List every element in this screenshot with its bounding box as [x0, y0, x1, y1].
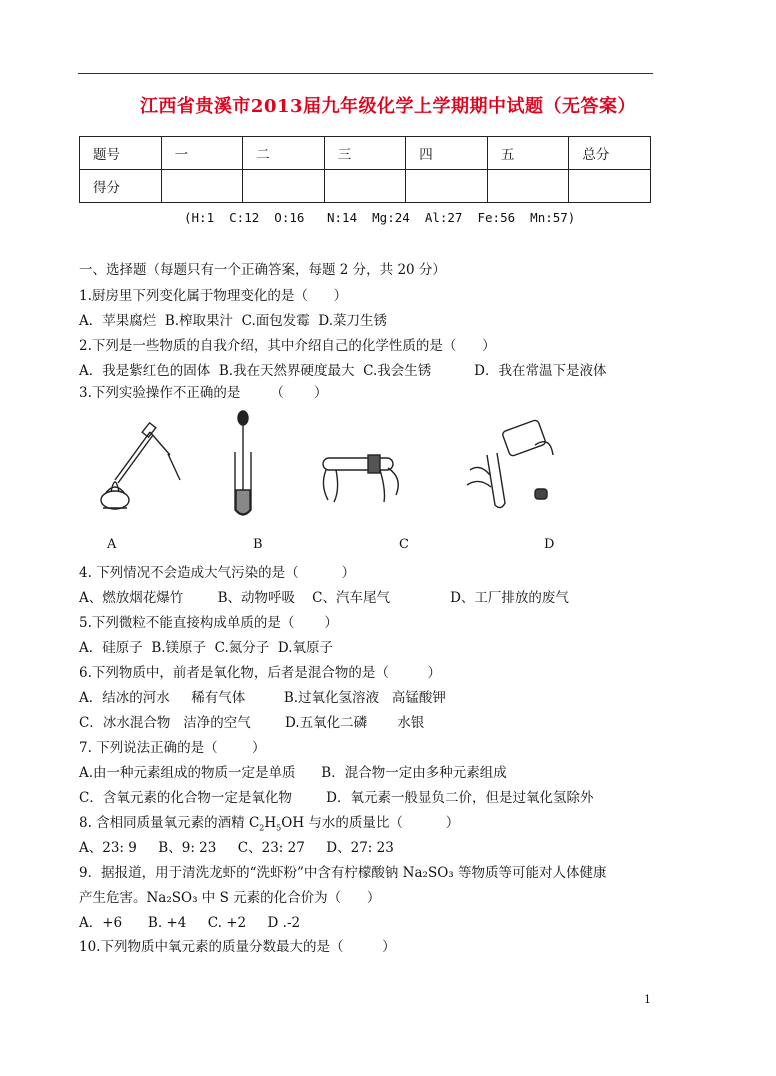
score-header-cell: 二 [243, 137, 325, 170]
header-rule [78, 73, 653, 74]
score-header-cell: 一 [161, 137, 243, 170]
score-cell[interactable] [487, 170, 569, 203]
q8-text-a: 8. 含相同质量氧元素的酒精 C [79, 815, 260, 831]
score-cell[interactable] [406, 170, 488, 203]
question-4: 4. 下列情况不会造成大气污染的是（ ） [79, 565, 356, 581]
question-2: 2.下列是一些物质的自我介绍，其中介绍自己的化学性质的是（ ） [79, 338, 496, 354]
question-9-line-1: 9．据报道，用于清洗龙虾的“洗虾粉”中含有柠檬酸钠 Na₂SO₃ 等物质等可能对人体健康 [79, 865, 607, 881]
score-header-cell: 题号 [80, 137, 162, 170]
figure-b-dropper-illustration [225, 410, 265, 525]
q8-text-c: OH 与水的质量比（ ） [281, 815, 460, 831]
question-5-options: A．硅原子 B.镁原子 C.氮分子 D.氧原子 [79, 640, 333, 656]
question-7-options-ab: A.由一种元素组成的物质一定是单质 B．混合物一定由多种元素组成 [79, 765, 507, 781]
question-2-options: A．我是紫红色的固体 B.我在天然界硬度最大 C.我会生锈 D．我在常温下是液体 [79, 363, 607, 379]
question-6: 6.下列物质中，前者是氧化物，后者是混合物的是（ ） [79, 665, 442, 681]
score-header-cell: 四 [406, 137, 488, 170]
q8-sub-1: 2 [259, 823, 265, 833]
question-3: 3.下列实验操作不正确的是 （ ） [79, 385, 328, 401]
figure-label-b: B [253, 537, 263, 552]
atomic-masses: (H:1 C:12 O:16 N:14 Mg:24 Al:27 Fe:56 Mn:57) [184, 210, 576, 225]
question-8 [79, 811, 459, 833]
figure-a-heating-illustration [95, 410, 190, 515]
question-10: 10.下列物质中氧元素的质量分数最大的是（ ） [79, 939, 396, 955]
score-header-cell: 总分 [569, 137, 651, 170]
q8-text-b: H [264, 815, 277, 831]
score-table-score-row [80, 170, 651, 203]
score-cell[interactable] [161, 170, 243, 203]
question-1-options: A．苹果腐烂 B.榨取果汁 C.面包发霉 D.菜刀生锈 [79, 313, 387, 329]
section-heading: 一、选择题（每题只有一个正确答案，每题 2 分，共 20 分） [79, 262, 446, 278]
question-6-options-ab: A．结冰的河水 稀有气体 B.过氧化氢溶液 高锰酸钾 [79, 690, 446, 706]
page-title: 江西省贵溪市2013届九年级化学上学期期中试题（无答案） [139, 96, 637, 117]
question-1: 1.厨房里下列变化属于物理变化的是（ ） [79, 288, 348, 304]
score-header-cell: 三 [324, 137, 406, 170]
figure-label-d: D [544, 537, 555, 552]
score-row-label: 得分 [80, 170, 162, 203]
figure-label-c: C [399, 537, 409, 552]
score-cell[interactable] [569, 170, 651, 203]
figure-d-pouring-illustration [465, 415, 560, 510]
score-header-cell: 五 [487, 137, 569, 170]
question-7: 7. 下列说法正确的是（ ） [79, 740, 266, 756]
question-9-options: A．+6 B. +4 C. +2 D .-2 [79, 915, 301, 931]
question-7-options-cd: C．含氧元素的化合物一定是氧化物 D．氧元素一般显负二价，但是过氧化氢除外 [79, 790, 594, 806]
score-cell[interactable] [243, 170, 325, 203]
question-5: 5.下列微粒不能直接构成单质的是（ ） [79, 615, 338, 631]
question-4-options: A、燃放烟花爆竹 B、动物呼吸 C、汽车尾气 D、工厂排放的废气 [79, 590, 569, 606]
figure-c-tube-hands-illustration [318, 440, 413, 510]
question-6-options-cd: C．冰水混合物 洁净的空气 D.五氧化二磷 水银 [79, 715, 425, 731]
question-9-line-2: 产生危害。Na₂SO₃ 中 S 元素的化合价为（ ） [79, 890, 381, 906]
score-table-header-row [80, 137, 651, 170]
score-cell[interactable] [324, 170, 406, 203]
score-table [79, 136, 651, 203]
page-number: 1 [644, 993, 651, 1006]
q8-sub-2: 5 [276, 823, 282, 833]
question-8-options: A、23: 9 B、9: 23 C、23: 27 D、27: 23 [79, 840, 394, 856]
figure-label-a: A [107, 537, 117, 552]
